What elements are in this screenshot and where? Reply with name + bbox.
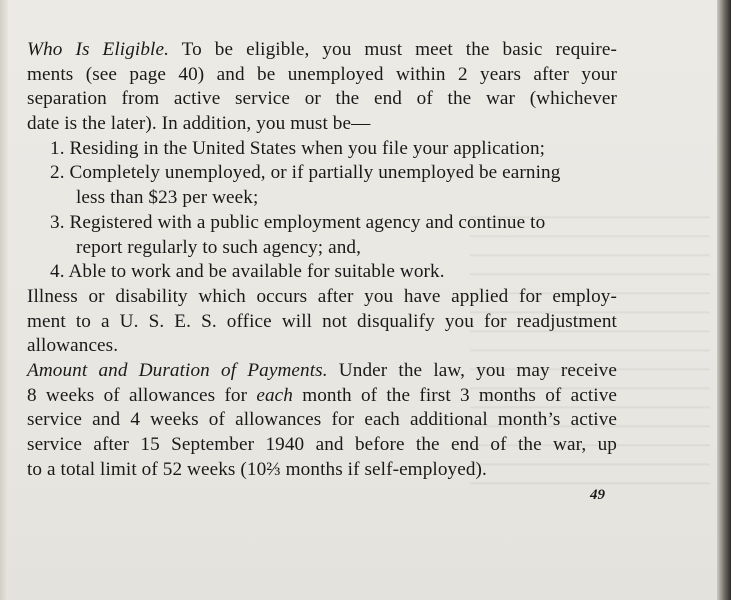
eligibility-line-1: Who Is Eligible. To be eligible, you must meet the basic require- xyxy=(27,39,617,60)
eligibility-line-4: date is the later). In addition, you must be— xyxy=(27,113,371,135)
requirement-item: 1. Residing in the United States when you file your application; xyxy=(50,137,546,159)
eligibility-line-3: separation from active service or the end of the war (whichever xyxy=(27,88,617,110)
illness-line-2: ment to a U. S. E. S. office will not disqualify you for readjustment xyxy=(27,310,617,332)
illness-line-3: allowances. xyxy=(27,335,119,357)
eligibility-line-2: ments (see page 40) and be unemployed within 2 years after your xyxy=(27,63,617,85)
payments-line-1: Amount and Duration of Payments. Under the law, you may receive xyxy=(27,359,617,381)
requirement-item: 2. Completely unemployed, or if partially unemployed be earning xyxy=(50,162,561,184)
payments-line-3: service and 4 weeks of allowances for each additional month’s active xyxy=(27,409,617,431)
illness-line-1: Illness or disability which occurs after you have applied for employ- xyxy=(27,285,617,307)
page-number: 49 xyxy=(590,487,605,503)
book-spine xyxy=(717,0,731,600)
requirement-item: 3. Registered with a public employment agency and continue to xyxy=(50,211,546,233)
requirement-item: 4. Able to work and be available for suitable work. xyxy=(50,261,445,283)
section-heading-eligibility: Who Is Eligible. xyxy=(27,39,169,60)
emphasis-each: each xyxy=(256,384,293,406)
body-text xyxy=(27,38,617,482)
page-edge-shadow xyxy=(0,0,8,600)
payments-line-5: to a total limit of 52 weeks (10⅔ months if self-employed). xyxy=(27,458,487,480)
payments-line-2: 8 weeks of allowances for each month of the first 3 months of active xyxy=(27,384,618,406)
requirement-continuation: report regularly to such agency; and, xyxy=(76,236,362,258)
requirement-continuation: less than $23 per week; xyxy=(76,187,259,209)
payments-line-4: service after 15 September 1940 and before the end of the war, up xyxy=(27,434,617,455)
section-heading-payments: Amount and Duration of Payments. xyxy=(27,359,328,381)
